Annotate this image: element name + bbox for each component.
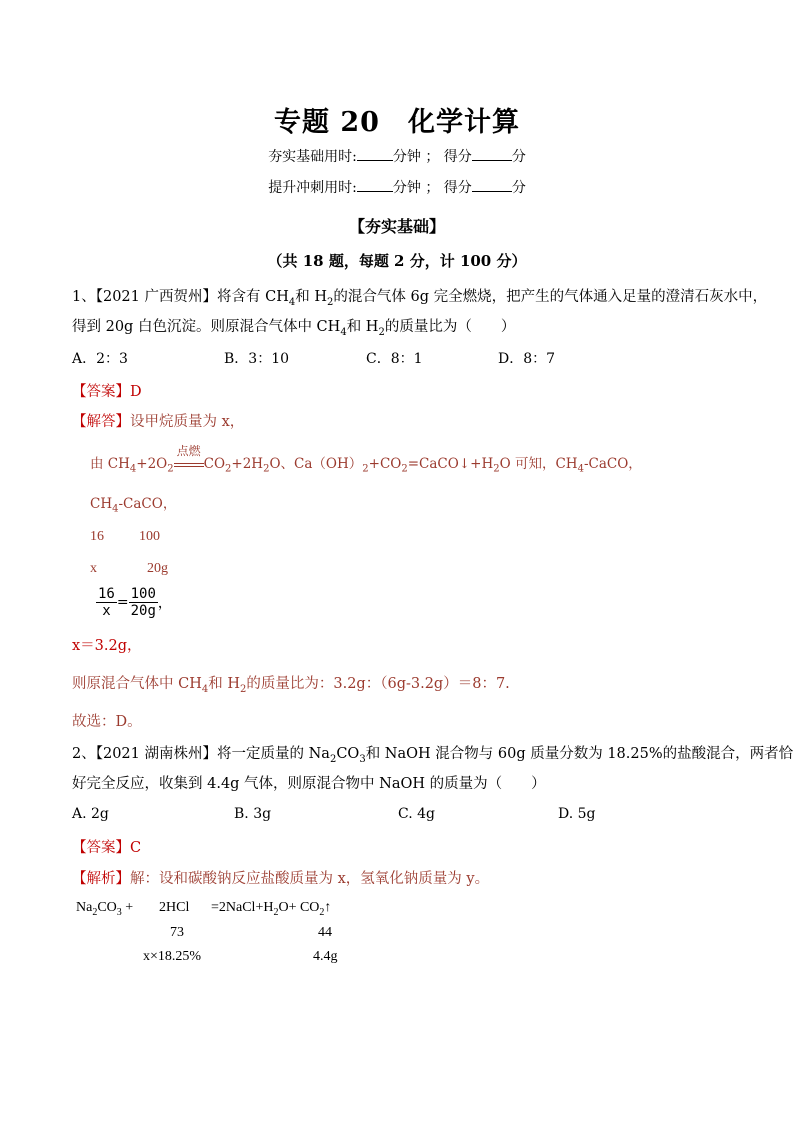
eq-sub: 2 bbox=[167, 463, 174, 475]
eq-sub: 4 bbox=[129, 463, 137, 475]
q2-answer bbox=[72, 836, 141, 857]
basic-time-blank[interactable] bbox=[357, 148, 393, 161]
eq-sub: 2 bbox=[273, 906, 279, 918]
equals-bar bbox=[174, 463, 204, 467]
time-score-line-basic bbox=[0, 146, 794, 166]
advanced-time-label: 提升冲刺用时: bbox=[268, 180, 357, 196]
q2-source-tag: 【2021 湖南株州】 bbox=[95, 746, 217, 762]
q1-mass-2: 100 bbox=[139, 529, 160, 544]
eq-sub: 2 bbox=[493, 463, 500, 475]
eq-text: -CaCO bbox=[118, 496, 163, 512]
ratio-text: 则原混合气体中 CH bbox=[72, 676, 202, 692]
condition-text: 点燃 bbox=[176, 444, 201, 458]
q1-source-tag: 【2021 广西贺州】 bbox=[95, 289, 217, 305]
q1-sub: 2 bbox=[327, 296, 334, 308]
q2-option-d[interactable]: D. 5g bbox=[558, 806, 596, 822]
eq-sub: 2 bbox=[319, 906, 325, 918]
q2-sub: 3 bbox=[359, 753, 366, 765]
q1-mass-1: 16 bbox=[90, 529, 104, 544]
eq-sub: 4 bbox=[112, 503, 119, 515]
q1-sub: 4 bbox=[340, 326, 347, 338]
eq-text: ↓+H bbox=[458, 456, 494, 472]
q1-text: 和 H bbox=[346, 319, 379, 335]
basic-score-blank[interactable] bbox=[472, 148, 512, 161]
q1-explain bbox=[72, 410, 244, 431]
fraction-left bbox=[96, 586, 117, 619]
q2-option-a[interactable]: A. 2g bbox=[72, 806, 109, 822]
fraction-right bbox=[129, 586, 158, 619]
eq-text: 由 CH bbox=[90, 456, 130, 472]
explain-text: 解：设和碳酸钠反应盐酸质量为 x，氢氧化钠质量为 y。 bbox=[130, 871, 490, 887]
basic-score-unit: 分 bbox=[511, 149, 526, 165]
eq-sub: 2 bbox=[362, 463, 369, 475]
q1-proportion bbox=[96, 586, 172, 619]
q1-option-b[interactable]: B．3：10 bbox=[224, 351, 290, 367]
explain-tag: 【解析】 bbox=[72, 871, 130, 887]
q1-var-1: x bbox=[90, 561, 97, 576]
eq-text: + bbox=[121, 900, 134, 915]
q1-text: 的质量比为（ ） bbox=[384, 319, 516, 335]
answer-value: D bbox=[130, 384, 142, 400]
eq-text: ， bbox=[162, 496, 177, 512]
eq-sub: 4 bbox=[577, 463, 584, 475]
advanced-time-blank[interactable] bbox=[357, 179, 393, 192]
advanced-score-unit: 分 bbox=[511, 180, 526, 196]
eq-text: ， bbox=[628, 456, 642, 472]
answer-tag: 【答案】 bbox=[72, 384, 130, 400]
q2-products bbox=[211, 900, 331, 918]
eq-sub: 2 bbox=[401, 463, 408, 475]
eq-sub: 2 bbox=[240, 683, 247, 695]
gas-arrow: ↑ bbox=[324, 900, 332, 915]
eq-text: Na bbox=[76, 900, 93, 915]
q2-var-2: 4.4g bbox=[313, 949, 338, 964]
q2-option-b[interactable]: B. 3g bbox=[234, 806, 272, 822]
explain-text: 设甲烷质量为 x， bbox=[130, 414, 245, 430]
section-subtitle: （共 18 题，每题 2 分，计 100 分） bbox=[267, 252, 527, 270]
eq-text: O 可知，CH bbox=[499, 456, 578, 472]
section-title: 【夯实基础】 bbox=[348, 217, 445, 236]
q2-text: 和 NaOH 混合物与 60g 质量分数为 18.25%的盐酸混合，两者恰 bbox=[365, 746, 794, 762]
q1-choose: 故选：D。 bbox=[72, 714, 142, 730]
q1-text: 的混合气体 6g 完全燃烧，把产生的气体通入足量的澄清石灰水中， bbox=[333, 289, 768, 305]
explain-tag: 【解答】 bbox=[72, 414, 130, 430]
eq-sub: 2 bbox=[225, 463, 232, 475]
q2-hcl: 2HCl bbox=[159, 900, 190, 915]
q2-explain bbox=[72, 867, 489, 888]
eq-text: +2O bbox=[136, 456, 168, 472]
q1-text: 和 H bbox=[295, 289, 327, 305]
eq-text: CO bbox=[203, 456, 226, 472]
q1-relation bbox=[90, 492, 176, 515]
q2-line2: 好完全反应，收集到 4.4g 气体，则原混合物中 NaOH 的质量为（ ） bbox=[72, 776, 546, 792]
answer-value: C bbox=[130, 840, 142, 856]
eq-text: +CO bbox=[368, 456, 402, 472]
eq-text: =CaCO bbox=[407, 456, 459, 472]
q1-sub: 2 bbox=[378, 326, 385, 338]
eq-sub: 2 bbox=[92, 906, 98, 918]
eq-text: O、Ca（OH） bbox=[269, 456, 363, 472]
q2-equation bbox=[76, 900, 133, 918]
numerator: 100 bbox=[130, 586, 156, 602]
q2-var-1: x×18.25% bbox=[143, 949, 202, 964]
answer-tag: 【答案】 bbox=[72, 840, 130, 856]
q1-line2 bbox=[72, 315, 515, 338]
q1-answer bbox=[72, 380, 142, 401]
advanced-score-label: 分钟 ； 得分 bbox=[392, 180, 472, 196]
advanced-score-blank[interactable] bbox=[472, 179, 512, 192]
equals-sign: = bbox=[116, 594, 129, 611]
basic-time-label: 夯实基础用时: bbox=[268, 149, 357, 165]
numerator: 16 bbox=[98, 586, 115, 602]
q1-result: x＝3.2g， bbox=[72, 638, 142, 654]
eq-text: +2H bbox=[231, 456, 264, 472]
q1-sub: 4 bbox=[288, 296, 296, 308]
fraction-tail: ， bbox=[157, 595, 172, 612]
q1-ratio bbox=[72, 672, 510, 695]
eq-text: O+ CO bbox=[278, 900, 320, 915]
eq-text: -CaCO bbox=[583, 456, 629, 472]
time-score-line-advanced bbox=[0, 177, 794, 197]
eq-text: CO bbox=[97, 900, 117, 915]
eq-text: =2NaCl+H bbox=[211, 900, 274, 915]
eq-sub: 4 bbox=[201, 683, 209, 695]
q2-number: 2、 bbox=[72, 746, 96, 762]
ratio-text: 的质量比为：3.2g：（6g-3.2g）＝8：7. bbox=[246, 676, 510, 692]
q2-option-c[interactable]: C. 4g bbox=[398, 806, 435, 822]
q2-mass-2: 44 bbox=[318, 925, 332, 940]
q1-text: 将含有 CH bbox=[217, 289, 289, 305]
q1-var-2: 20g bbox=[147, 561, 168, 576]
q1-line1 bbox=[72, 285, 767, 308]
q1-option-d[interactable]: D．8：7 bbox=[498, 351, 556, 367]
q1-text: 得到 20g 白色沉淀。则原混合气体中 CH bbox=[72, 319, 341, 335]
q1-number: 1、 bbox=[72, 289, 96, 305]
page-title: 专题 20 化学计算 bbox=[274, 107, 520, 138]
q2-mass-1: 73 bbox=[170, 925, 184, 940]
q2-sub: 2 bbox=[329, 753, 337, 765]
denominator: 20g bbox=[130, 603, 156, 619]
reaction-condition bbox=[174, 444, 204, 472]
eq-sub: 3 bbox=[116, 906, 122, 918]
q2-line1 bbox=[72, 742, 793, 765]
q1-option-a[interactable]: A．2：3 bbox=[72, 351, 128, 367]
eq-text: CH bbox=[90, 496, 113, 512]
ratio-text: 和 H bbox=[208, 676, 240, 692]
q1-option-c[interactable]: C．8：1 bbox=[366, 351, 423, 367]
q1-equation bbox=[90, 444, 642, 475]
q2-text: 将一定质量的 Na bbox=[217, 746, 330, 762]
q2-text: CO bbox=[336, 746, 360, 762]
eq-sub: 2 bbox=[263, 463, 270, 475]
denominator: x bbox=[102, 603, 111, 619]
basic-score-label: 分钟 ； 得分 bbox=[392, 149, 472, 165]
